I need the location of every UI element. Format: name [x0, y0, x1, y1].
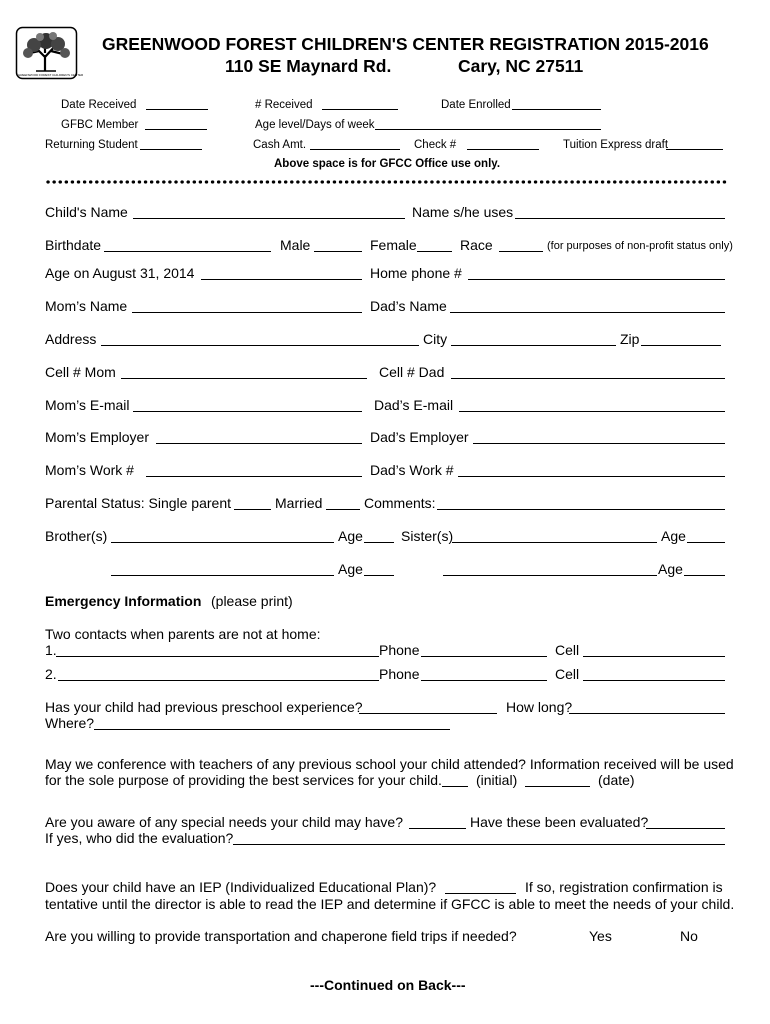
age-on-field[interactable] [201, 279, 362, 280]
returning-student-field[interactable] [140, 149, 202, 150]
iep-question-line-2: tentative until the director is able to read the IEP and determine if GFCC is able to meet the needs of your child. [45, 896, 735, 912]
contact-1-cell-field[interactable] [583, 656, 725, 657]
evaluated-question: Have these been evaluated? [470, 814, 649, 830]
moms-name-field[interactable] [132, 312, 362, 313]
age-on-label: Age on August 31, 2014 [45, 265, 195, 281]
contact-1-phone-label: Phone [379, 642, 420, 658]
brother-age-label-1: Age [338, 528, 363, 544]
cell-mom-label: Cell # Mom [45, 364, 116, 380]
date-enrolled-label: Date Enrolled [441, 99, 511, 111]
check-num-field[interactable] [467, 149, 539, 150]
contact-1-number: 1. [45, 642, 57, 658]
moms-employer-field[interactable] [156, 443, 362, 444]
sister-age-field-1[interactable] [687, 542, 725, 543]
returning-student-label: Returning Student [45, 139, 138, 151]
married-label: Married [275, 495, 323, 511]
comments-label: Comments: [364, 495, 436, 511]
home-phone-label: Home phone # [370, 265, 462, 281]
iep-question: Does your child have an IEP (Individualized Educational Plan)? [45, 879, 437, 895]
preschool-field[interactable] [359, 713, 497, 714]
cash-amt-label: Cash Amt. [253, 139, 307, 151]
parental-status-label: Parental Status: Single parent [45, 495, 232, 511]
conference-question-line-2: for the sole purpose of providing the best services for your child. [45, 772, 442, 788]
city-field[interactable] [451, 345, 616, 346]
transport-no-option[interactable]: No [680, 928, 698, 944]
moms-name-label: Mom’s Name [45, 298, 128, 314]
contact-1-cell-label: Cell [555, 642, 580, 658]
sister-age-label-1: Age [661, 528, 686, 544]
name-uses-label: Name s/he uses [412, 204, 514, 220]
moms-employer-label: Mom’s Employer [45, 429, 149, 445]
contact-1-phone-field[interactable] [421, 656, 547, 657]
address-label: Address [45, 331, 97, 347]
office-use-note: Above space is for GFCC Office use only. [274, 158, 501, 170]
sister-age-label-2: Age [658, 561, 683, 577]
cell-mom-field[interactable] [121, 378, 367, 379]
childs-name-label: Child's Name [45, 204, 128, 220]
num-received-field[interactable] [322, 109, 398, 110]
dads-employer-field[interactable] [473, 443, 725, 444]
moms-email-label: Mom’s E-mail [45, 397, 130, 413]
street-address: 110 SE Maynard Rd. [225, 56, 392, 76]
dads-work-field[interactable] [458, 476, 725, 477]
transport-yes-option[interactable]: Yes [589, 928, 612, 944]
sister-age-field-2[interactable] [684, 575, 725, 576]
preschool-question: Has your child had previous preschool experience? [45, 699, 363, 715]
evaluated-field[interactable] [646, 828, 725, 829]
date-enrolled-field[interactable] [512, 109, 601, 110]
brothers-field-1[interactable] [111, 542, 334, 543]
conference-initial-field[interactable] [442, 786, 468, 787]
brothers-label: Brother(s) [45, 528, 108, 544]
brothers-field-2[interactable] [111, 575, 334, 576]
dads-work-label: Dad’s Work # [370, 462, 454, 478]
age-level-field[interactable] [375, 129, 601, 130]
dads-email-label: Dad’s E-mail [374, 397, 454, 413]
race-note: (for purposes of non-profit status only) [547, 240, 733, 252]
special-needs-field[interactable] [409, 828, 466, 829]
female-label: Female [370, 237, 417, 253]
address-field[interactable] [101, 345, 419, 346]
check-num-label: Check # [414, 139, 457, 151]
single-parent-field[interactable] [234, 509, 271, 510]
how-long-label: How long? [506, 699, 573, 715]
date-received-label: Date Received [61, 99, 137, 111]
who-evaluated-field[interactable] [233, 844, 725, 845]
sisters-field-2[interactable] [443, 575, 657, 576]
iep-field[interactable] [445, 893, 516, 894]
city-label: City [423, 331, 448, 347]
brother-age-label-2: Age [338, 561, 363, 577]
male-field[interactable] [314, 251, 362, 252]
age-level-label: Age level/Days of week [255, 119, 375, 131]
sisters-field-1[interactable] [452, 542, 657, 543]
race-field[interactable] [499, 251, 543, 252]
cash-amt-field[interactable] [310, 149, 400, 150]
please-print-note: (please print) [211, 593, 293, 609]
iep-confirmation-text: If so, registration confirmation is [525, 879, 723, 895]
moms-work-label: Mom’s Work # [45, 462, 134, 478]
cell-dad-field[interactable] [451, 378, 725, 379]
dads-name-label: Dad’s Name [370, 298, 447, 314]
who-evaluated-label: If yes, who did the evaluation? [45, 830, 234, 846]
form-title: GREENWOOD FOREST CHILDREN'S CENTER REGISTRATION 2015-2016 [102, 34, 709, 54]
moms-work-field[interactable] [146, 476, 362, 477]
race-label: Race [460, 237, 493, 253]
married-field[interactable] [326, 509, 360, 510]
center-logo [16, 27, 84, 79]
dotted-separator [45, 180, 728, 184]
dads-name-field[interactable] [450, 312, 725, 313]
female-field[interactable] [417, 251, 452, 252]
brother-age-field-2[interactable] [364, 575, 394, 576]
birthdate-label: Birthdate [45, 237, 102, 253]
continued-footer: ---Continued on Back--- [310, 977, 466, 993]
sisters-label: Sister(s) [401, 528, 454, 544]
gfbc-member-label: GFBC Member [61, 119, 139, 131]
logo-caption: GREENWOOD FOREST CHILDREN'S CENTER [18, 73, 84, 77]
contact-2-cell-label: Cell [555, 666, 580, 682]
conference-question-line-1: May we conference with teachers of any previous school your child attended? Information received will be used [45, 756, 734, 772]
moms-email-field[interactable] [133, 411, 362, 412]
contact-1-name-field[interactable] [56, 656, 379, 657]
birthdate-field[interactable] [104, 251, 271, 252]
contact-2-name-field[interactable] [58, 680, 379, 681]
date-label: (date) [598, 772, 635, 788]
emergency-intro: Two contacts when parents are not at home: [45, 626, 321, 642]
dads-email-field[interactable] [459, 411, 725, 412]
initial-label: (initial) [476, 772, 518, 788]
city-state-zip: Cary, NC 27511 [458, 56, 584, 76]
emergency-heading: Emergency Information [45, 593, 202, 609]
childs-name-field[interactable] [133, 218, 405, 219]
how-long-field[interactable] [569, 713, 725, 714]
contact-2-phone-label: Phone [379, 666, 420, 682]
name-uses-field[interactable] [515, 218, 725, 219]
tuition-field[interactable] [666, 149, 723, 150]
tuition-label: Tuition Express draft [563, 139, 669, 151]
transport-question: Are you willing to provide transportation and chaperone field trips if needed? [45, 928, 517, 944]
conference-date-field[interactable] [525, 786, 590, 787]
home-phone-field[interactable] [468, 279, 725, 280]
zip-label: Zip [620, 331, 640, 347]
special-needs-question: Are you aware of any special needs your child may have? [45, 814, 403, 830]
brother-age-field-1[interactable] [364, 542, 394, 543]
dads-employer-label: Dad’s Employer [370, 429, 469, 445]
date-received-field[interactable] [146, 109, 208, 110]
zip-field[interactable] [641, 345, 721, 346]
cell-dad-label: Cell # Dad [379, 364, 445, 380]
where-field[interactable] [94, 729, 450, 730]
num-received-label: # Received [255, 99, 313, 111]
contact-2-cell-field[interactable] [583, 680, 725, 681]
where-label: Where? [45, 715, 95, 731]
male-label: Male [280, 237, 311, 253]
comments-field[interactable] [437, 509, 725, 510]
contact-2-number: 2. [45, 666, 57, 682]
gfbc-member-field[interactable] [145, 129, 207, 130]
contact-2-phone-field[interactable] [421, 680, 547, 681]
